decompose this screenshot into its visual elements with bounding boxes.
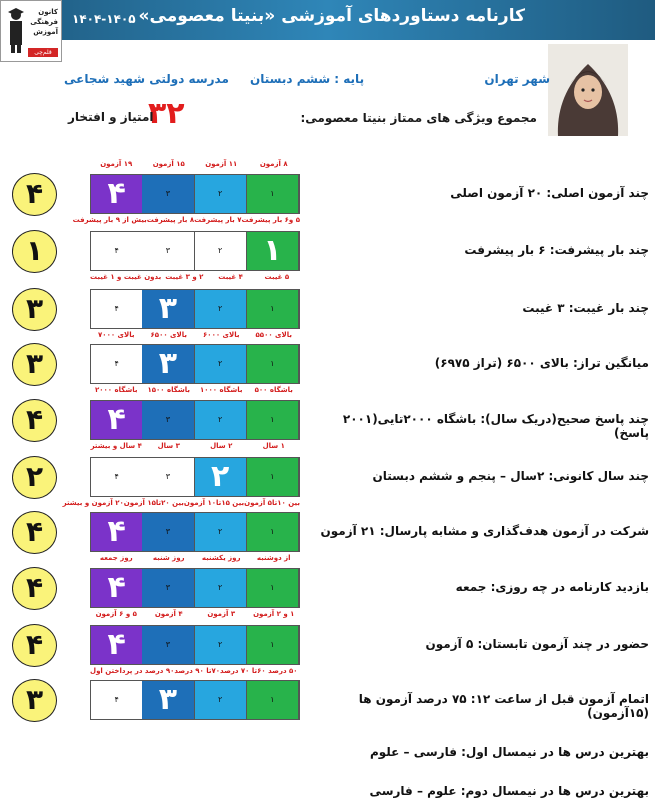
row-bottom-caption: بالای ۶۵۰۰ [150,331,187,339]
row-label: چند آزمون اصلی: ۲۰ آزمون اصلی [450,186,649,200]
row-bottom-caption: ۳ سال [157,442,180,450]
row-label: اتمام آزمون قبل از ساعت ۱۲: ۷۵ درصد آزمون ها (۱۵آزمون) [358,692,649,720]
student-photo [548,44,628,136]
level-box: ۳ [142,626,194,664]
level-box: ۴ [91,458,142,496]
row-level-strip [90,400,300,440]
row-bottom-caption: بالای ۶۰۰۰ [203,331,240,339]
row-bottom-captions [90,273,300,285]
row-score-circle: ۴ [12,173,57,216]
level-box: ۱ [247,232,299,270]
level-box: ۳ [142,681,194,719]
level-box: ۱ [247,458,299,496]
kanoon-logo [0,0,62,62]
level-box: ۲ [195,458,247,496]
level-box: ۴ [91,626,142,664]
level-box: ۳ [142,458,194,496]
year-range: ۱۴۰۴-۱۴۰۵ [72,12,136,26]
school-label: مدرسه دولتی شهید شجاعی [64,72,229,86]
row-bottom-caption: ۵ غیبت [264,273,290,281]
row-bottom-caption: ۲ سال [210,442,233,450]
best-subjects-second: بهترین درس ها در نیمسال دوم: علوم – فارسی [369,784,649,798]
page-header [0,0,655,40]
level-box: ۳ [142,345,194,383]
row-bottom-caption: بین ۱۵تا۱۰ آزمون [183,499,245,507]
level-box: ۳ [142,290,194,328]
row-top-caption: ۸ آزمون [259,160,288,168]
level-box: ۲ [195,175,247,213]
row-score-circle: ۴ [12,511,57,554]
level-box: ۳ [142,232,194,270]
row-level-strip [90,512,300,552]
row-bottom-caption: روز شنبه [152,554,185,562]
row-bottom-captions [90,331,300,343]
level-box: ۳ [142,401,194,439]
row-label: چند بار غیبت: ۳ غیبت [522,301,649,315]
row-score-circle: ۴ [12,567,57,610]
row-bottom-caption: روز یکشنبه [201,554,241,562]
city-label: شهر تهران [484,72,550,86]
row-label: چند بار پیشرفت: ۶ بار پیشرفت [464,243,649,257]
grade-label: پایه : ششم دبستان [250,72,365,86]
row-bottom-caption: ۷ بار پیشرفت [194,216,242,224]
level-box: ۱ [247,345,299,383]
level-box: ۲ [195,290,247,328]
level-box: ۴ [91,290,142,328]
logo-text: کانون فرهنگی آموزش [30,8,58,36]
row-label: چند سال کانونی: ۲سال – پنجم و ششم دبستان [372,469,649,483]
row-bottom-caption: ۲۰ آزمون و بیشتر [62,499,124,507]
row-label: شرکت در آزمون هدف‌گذاری و مشابه پارسال: ۲۱ آزمون [320,524,649,538]
level-box: ۲ [195,345,247,383]
level-box: ۱ [247,626,299,664]
row-bottom-caption: باشگاه ۵۰۰ [254,386,293,394]
level-box: ۴ [91,513,142,551]
row-label: میانگین تراز: بالای ۶۵۰۰ (تراز ۶۹۷۵) [434,356,649,370]
row-level-strip [90,344,300,384]
level-box: ۴ [91,345,142,383]
logo-badge: قلم‌چی [28,48,58,57]
level-box: ۴ [91,232,142,270]
level-box: ۳ [142,513,194,551]
row-bottom-caption: باشگاه ۱۰۰۰ [199,386,243,394]
level-box: ۱ [247,175,299,213]
level-box: ۲ [195,232,247,270]
level-box: ۱ [247,290,299,328]
level-box: ۴ [91,175,142,213]
row-label: چند پاسخ صحیح(دریک سال): باشگاه ۲۰۰۰تایی(۲۰۰۱ پاسخ) [342,412,649,440]
row-score-circle: ۳ [12,343,57,386]
row-bottom-caption: از دوشنبه [256,554,291,562]
row-level-strip [90,289,300,329]
level-box: ۴ [91,681,142,719]
row-bottom-captions [72,216,300,228]
level-box: ۲ [195,681,247,719]
row-bottom-caption: ۵۰ درصد [268,667,298,675]
total-score: ۳۲ [148,96,185,131]
row-bottom-caption: ۵ و۶ بار پیشرفت [241,216,300,224]
row-level-strip [90,231,300,271]
row-bottom-caption: ۹۰ درصد در پرداختن اول [90,667,175,675]
row-bottom-captions [90,667,300,679]
row-top-caption: ۱۵ آزمون [152,160,185,168]
row-label: حضور در چند آزمون تابستان: ۵ آزمون [425,637,649,651]
row-bottom-captions [62,499,300,511]
page-title: کارنامه دستاوردهای آموزشی «بنیتا معصومی» [138,6,525,26]
row-top-caption: ۱۱ آزمون [205,160,238,168]
row-bottom-caption: ۴ غیبت [218,273,243,281]
row-bottom-caption: بالای ۵۵۰۰ [255,331,292,339]
row-level-strip [90,625,300,665]
level-box: ۲ [195,569,247,607]
row-bottom-caption: بالای ۷۰۰۰ [98,331,135,339]
level-box: ۱ [247,401,299,439]
best-subjects-first: بهترین درس ها در نیمسال اول: فارسی – علوم [369,745,649,759]
row-bottom-caption: روز جمعه [99,554,133,562]
row-score-circle: ۱ [12,230,57,273]
row-top-captions [90,160,300,172]
level-box: ۲ [195,513,247,551]
row-bottom-caption: ۵ و ۶ آزمون [95,610,137,618]
row-bottom-caption: ۱ و ۲ آزمون [253,610,295,618]
row-bottom-caption: بیش از ۹ بار پیشرفت [72,216,147,224]
row-score-circle: ۴ [12,399,57,442]
level-box: ۲ [195,626,247,664]
level-box: ۱ [247,569,299,607]
row-bottom-captions [90,442,300,454]
feature-total-label: مجموع ویژگی های ممتاز بنیتا معصومی: [300,111,537,125]
row-top-caption: ۱۹ آزمون [100,160,133,168]
row-bottom-caption: بین ۲۰تا۱۵ آزمون [123,499,184,507]
row-level-strip [90,457,300,497]
level-box: ۱ [247,681,299,719]
row-bottom-caption: ۷۰تا ۹۰ درصد [174,667,221,675]
row-bottom-caption: ۲ و ۳ غیبت [165,273,204,281]
row-bottom-caption: باشگاه ۲۰۰۰ [94,386,138,394]
row-level-strip [90,680,300,720]
row-level-strip [90,568,300,608]
graduate-figure-icon [5,7,27,53]
row-bottom-caption: بین ۱۰تا۵ آزمون [244,499,300,507]
level-box: ۲ [195,401,247,439]
row-score-circle: ۴ [12,624,57,667]
row-bottom-caption: ۸ بار پیشرفت [146,216,195,224]
row-bottom-caption: ۱ سال [262,442,285,450]
row-bottom-caption: باشگاه ۱۵۰۰ [147,386,190,394]
level-box: ۳ [142,569,194,607]
level-box: ۱ [247,513,299,551]
row-level-strip [90,174,300,214]
row-score-circle: ۲ [12,456,57,499]
level-box: ۴ [91,401,142,439]
row-bottom-caption: ۳ آزمون [207,610,236,618]
row-bottom-caption: ۴ آزمون [154,610,183,618]
row-bottom-caption: ۶۰تا ۷۰ درصد [220,667,266,675]
row-label: بازدید کارنامه در چه روزی: جمعه [455,580,649,594]
row-bottom-captions [90,554,300,566]
level-box: ۳ [142,175,194,213]
row-bottom-caption: بدون غیبت و ۱ غیبت [90,273,162,281]
total-score-label: امتیاز و افتخار [68,110,154,124]
row-score-circle: ۳ [12,679,57,722]
row-bottom-captions [90,386,300,398]
row-bottom-captions [90,610,300,622]
row-score-circle: ۳ [12,288,57,331]
row-bottom-caption: ۴ سال و بیشتر [90,442,142,450]
level-box: ۴ [91,569,142,607]
